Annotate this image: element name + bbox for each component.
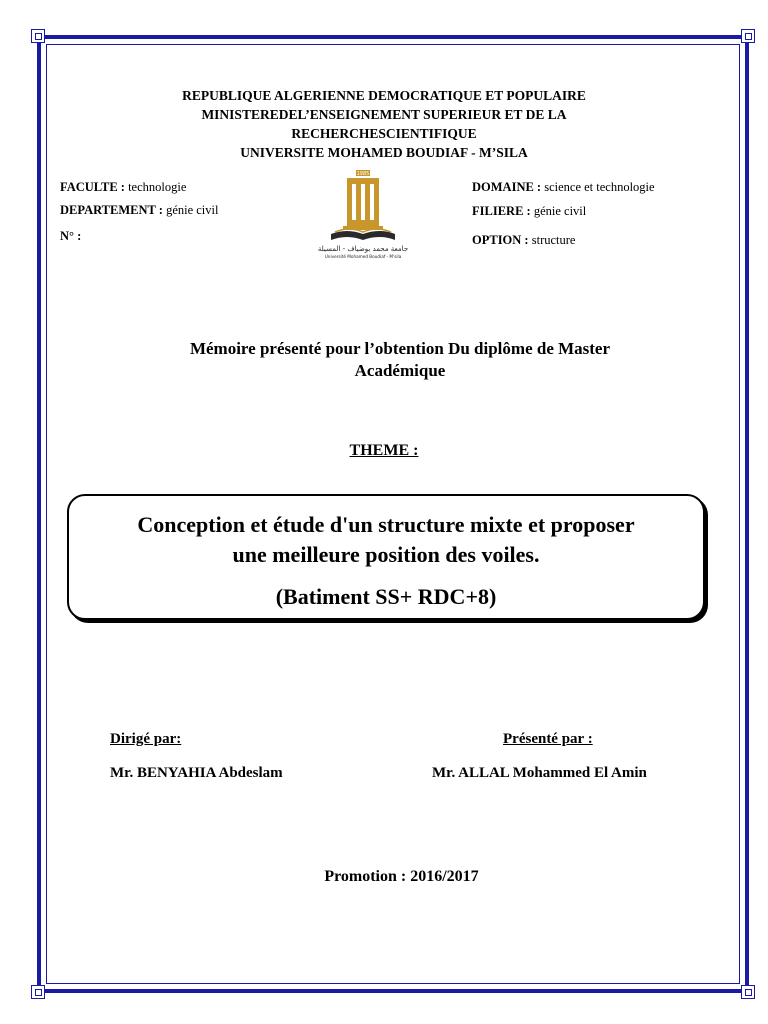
- university-logo-icon: [303, 168, 423, 260]
- theme-box: [67, 494, 705, 620]
- filiere-value: génie civil: [533, 204, 587, 218]
- theme-title-text: [69, 510, 703, 570]
- corner-ornament-bottom-left: [31, 985, 45, 999]
- supervisor-label: Dirigé par:: [110, 731, 182, 747]
- numero-label: N° :: [60, 229, 82, 243]
- departement-value: génie civil: [166, 203, 219, 217]
- logo-year: 1985: [356, 171, 370, 177]
- corner-ornament-bottom-right: [741, 985, 755, 999]
- departement-label: DEPARTEMENT :: [60, 203, 167, 217]
- option-label: OPTION :: [472, 233, 532, 247]
- faculte-line: [60, 179, 186, 195]
- presenter-name: Mr. ALLAL Mohammed El Amin: [432, 765, 647, 781]
- university-logo: [303, 168, 423, 260]
- theme-line-2: une meilleure position des voiles.: [232, 542, 540, 567]
- numero-line: [60, 228, 81, 244]
- departement-line: [60, 202, 218, 218]
- header-line-republic: REPUBLIQUE ALGERIENNE DEMOCRATIQUE ET POPULAIRE: [182, 88, 586, 103]
- header-line-ministry: MINISTEREDEL’ENSEIGNEMENT SUPERIEUR ET DE LA: [201, 107, 567, 122]
- theme-heading: THEME :: [349, 442, 419, 459]
- memoire-line-2: Académique: [354, 361, 446, 380]
- presenter-label: Présenté par :: [503, 731, 593, 747]
- theme-line-1: Conception et étude d'un structure mixte et proposer: [137, 512, 635, 537]
- domaine-label: DOMAINE :: [472, 180, 545, 194]
- filiere-label: FILIERE :: [472, 204, 534, 218]
- header-line-university: UNIVERSITE MOHAMED BOUDIAF - M’SILA: [240, 145, 528, 160]
- corner-ornament-top-right: [741, 29, 755, 43]
- institution-header: [0, 86, 768, 162]
- faculte-label: FACULTE :: [60, 180, 129, 194]
- corner-ornament-top-left: [31, 29, 45, 43]
- logo-arabic-name: جامعة محمد بوضياف - المسيلة: [317, 245, 409, 253]
- supervisor-name: Mr. BENYAHIA Abdeslam: [110, 765, 283, 781]
- domaine-value: science et technologie: [544, 180, 655, 194]
- memoire-statement: [100, 338, 700, 382]
- domaine-line: [472, 179, 655, 195]
- memoire-line-1: Mémoire présenté pour l’obtention Du diplôme de Master: [189, 339, 611, 358]
- logo-latin-name: Université Mohamed Boudiaf - M'sila: [324, 254, 402, 259]
- promotion-line: Promotion : 2016/2017: [324, 868, 479, 885]
- option-line: [472, 232, 575, 248]
- faculte-value: technologie: [128, 180, 187, 194]
- header-line-research: RECHERCHESCIENTIFIQUE: [291, 126, 477, 141]
- theme-line-3: (Batiment SS+ RDC+8): [275, 584, 497, 609]
- filiere-line: [472, 203, 586, 219]
- option-value: structure: [531, 233, 576, 247]
